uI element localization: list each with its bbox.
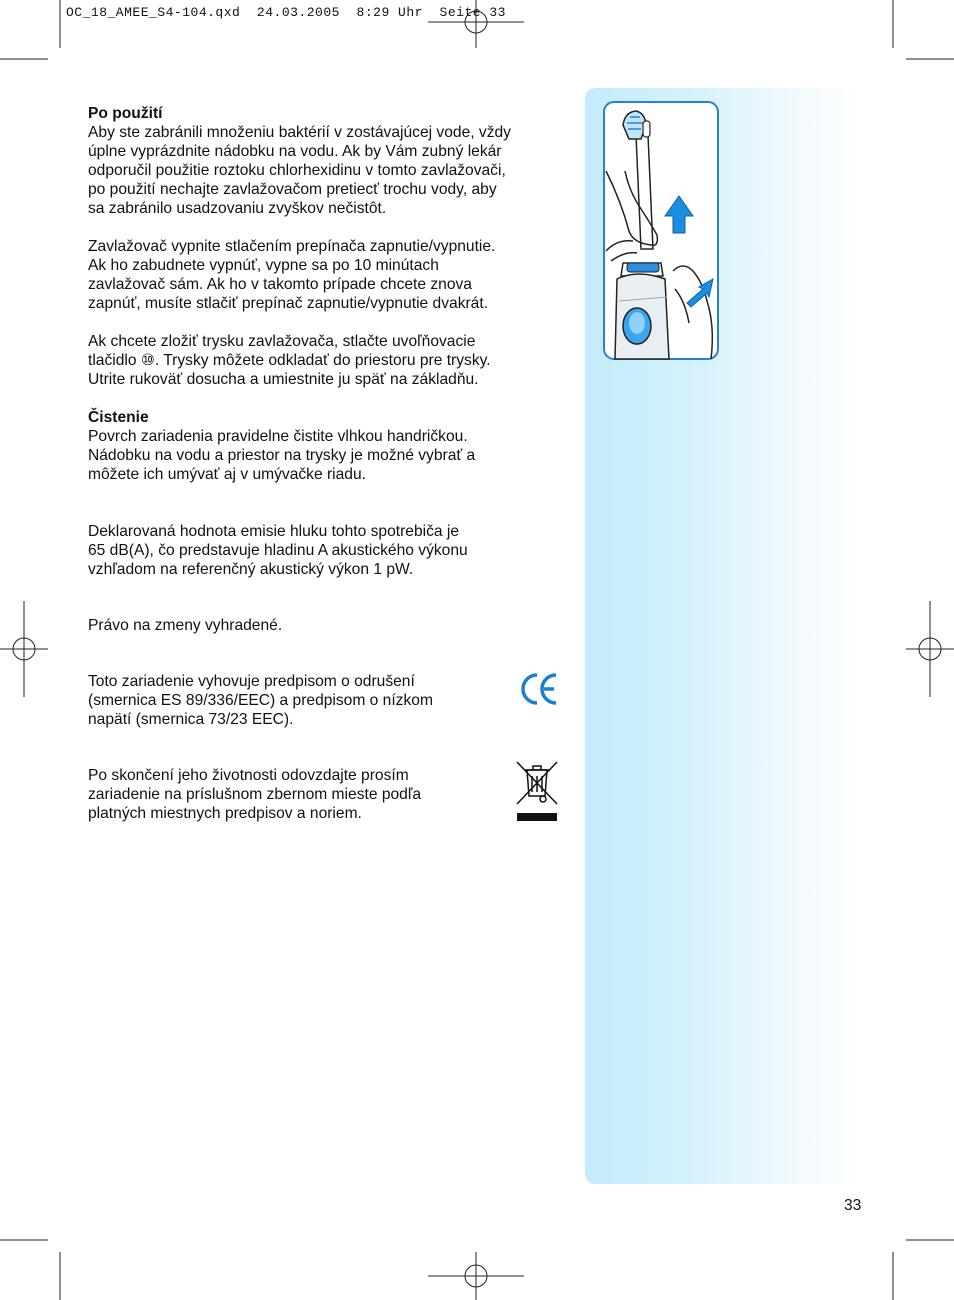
after-use-paragraph-1: Aby ste zabránili množeniu baktérií v zostávajúcej vode, vždy úplne vyprázdnite nádobku na vodu. Ak by Vám zubný lekár odporučil použitie roztoku chlorhexidinu v tomto zavlažovači, po použití nechajte zavlažovačom pretiecť trochu vody, aby sa zabránilo usadzovaniu zvyškov nečistôt. — [88, 124, 511, 217]
ce-mark-icon — [519, 671, 559, 707]
crossed-out-bin-icon — [515, 760, 559, 824]
cleaning-heading: Čistenie — [88, 409, 149, 426]
registration-mark-right — [906, 601, 954, 697]
registration-mark-top — [428, 0, 524, 48]
page-number: 33 — [844, 1197, 862, 1214]
registration-mark-left — [0, 601, 48, 697]
nozzle-release-illustration — [603, 101, 719, 360]
main-text-column — [88, 104, 568, 823]
cleaning-paragraph: Povrch zariadenia pravidelne čistite vlhkou handričkou. Nádobku na vodu a priestor na trysky je možné vybrať a môžete ich umývať aj v umývačke riadu. — [88, 428, 476, 483]
registration-mark-bottom — [428, 1252, 524, 1300]
ce-statement: Toto zariadenie vyhovuje predpisom o odrušení (smernica ES 89/336/EEC) a predpisom o nízkom napätí (smernica 73/23 EEC). — [88, 673, 433, 728]
rights-reserved: Právo na zmeny vyhradené. — [88, 617, 283, 634]
after-use-paragraph-3: Ak chcete zložiť trysku zavlažovača, stlačte uvoľňovacie tlačidlo ⑩. Trysky môžete odkladať do priestoru pre trysky. Utrite rukoväť dosucha a umiestnite ju späť na základňu. — [88, 333, 491, 388]
after-use-paragraph-2: Zavlažovač vypnite stlačením prepínača zapnutie/vypnutie. Ak ho zabudnete vypnúť, vypne sa po 10 minútach zavlažovač sám. Ak ho v takomto prípade chcete znova zapnúť, musíte stlačiť prepínač zapnutie/vypnutie dvakrát. — [88, 238, 496, 312]
disposal-paragraph: Po skončení jeho životnosti odovzdajte prosím zariadenie na príslušnom zbernom mieste podľa platných miestnych predpisov a noriem. — [88, 767, 422, 822]
noise-paragraph: Deklarovaná hodnota emisie hluku tohto spotrebiča je 65 dB(A), čo predstavuje hladinu A akustického výkonu vzhľadom na referenčný akustický výkon 1 pW. — [88, 523, 468, 578]
after-use-heading: Po použití — [88, 105, 163, 122]
print-slug: OC_18_AMEE_S4-104.qxd 24.03.2005 8:29 Uhr Seite 33 — [66, 5, 506, 20]
